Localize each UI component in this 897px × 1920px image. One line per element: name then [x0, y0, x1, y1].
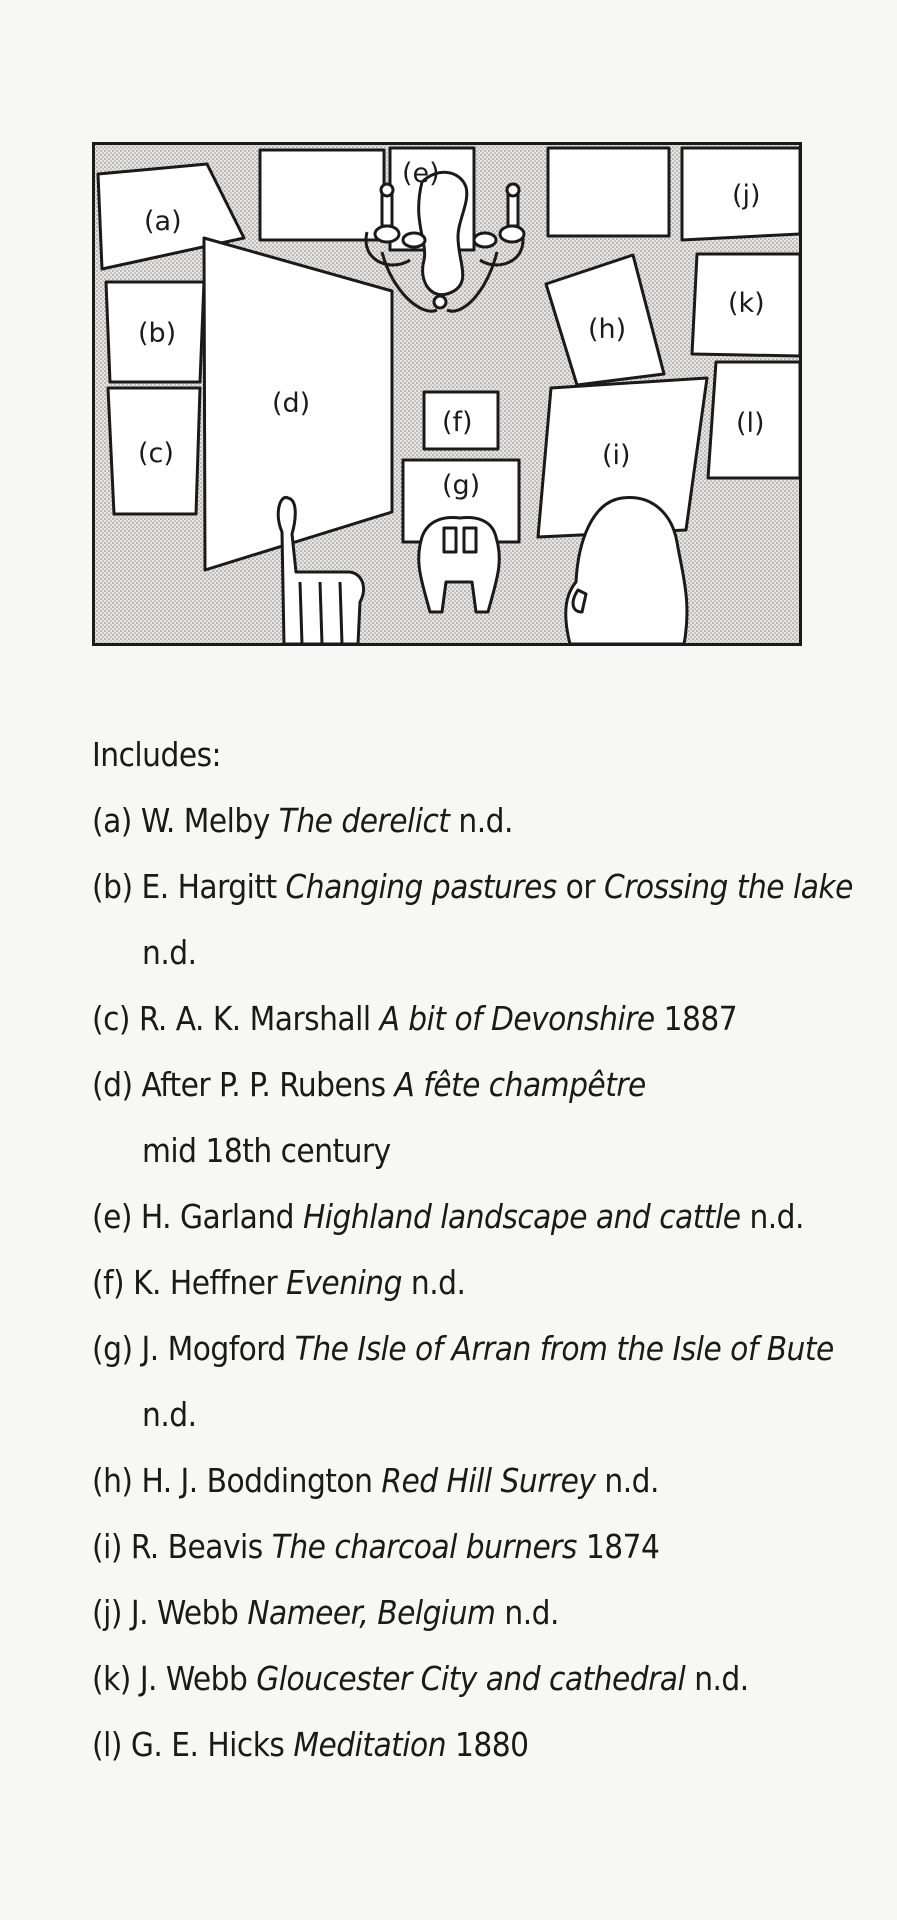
room-layout-diagram	[92, 142, 802, 646]
painting-e-right	[548, 148, 669, 236]
entry-artist: K. Heffner	[133, 1263, 278, 1302]
entry-date: n.d.	[694, 1659, 749, 1698]
entry-title: The Isle of Arran from the Isle of Bute	[294, 1329, 834, 1368]
entry-artist: R. A. K. Marshall	[138, 999, 371, 1038]
entry-artist: W. Melby	[140, 801, 270, 840]
key-entry-d	[92, 1052, 872, 1184]
entry-artist: After P. P. Rubens	[141, 1065, 386, 1104]
entry-label: (i)	[92, 1527, 122, 1566]
key-heading: Includes:	[92, 735, 222, 774]
entry-date: n.d.	[749, 1197, 804, 1236]
entry-alt-title: Crossing the lake	[603, 867, 853, 906]
diagram-label-j: (j)	[732, 180, 761, 211]
entry-title: The derelict	[278, 801, 450, 840]
entry-title: Nameer, Belgium	[247, 1593, 496, 1632]
diagram-label-b: (b)	[138, 318, 177, 349]
diagram-label-d: (d)	[272, 388, 311, 419]
entry-title: Changing pastures	[285, 867, 557, 906]
entry-artist: G. E. Hicks	[130, 1725, 285, 1764]
entry-date: 1880	[454, 1725, 529, 1764]
key-entry-l	[92, 1712, 872, 1778]
key-entry-k	[92, 1646, 872, 1712]
entry-artist: J. Webb	[139, 1659, 248, 1698]
entry-title: Red Hill Surrey	[381, 1461, 596, 1500]
diagram-label-a: (a)	[144, 206, 182, 237]
entry-label: (k)	[92, 1659, 131, 1698]
entry-date: n.d.	[458, 801, 513, 840]
diagram-label-l: (l)	[736, 408, 765, 439]
key-entry-a	[92, 788, 872, 854]
diagram-label-k: (k)	[728, 288, 765, 319]
entry-artist: H. Garland	[140, 1197, 295, 1236]
entry-label: (c)	[92, 999, 130, 1038]
entry-label: (d)	[92, 1065, 133, 1104]
entry-label: (j)	[92, 1593, 122, 1632]
entry-date: 1874	[585, 1527, 660, 1566]
entry-artist: R. Beavis	[130, 1527, 263, 1566]
key-entry-e	[92, 1184, 872, 1250]
entry-artist: J. Webb	[130, 1593, 239, 1632]
entry-label: (g)	[92, 1329, 133, 1368]
entry-title: Meditation	[293, 1725, 447, 1764]
entry-title: Evening	[286, 1263, 402, 1302]
entry-artist: E. Hargitt	[141, 867, 277, 906]
key-entry-c	[92, 986, 872, 1052]
diagram-label-g: (g)	[442, 470, 481, 501]
entry-title: A fête champêtre	[394, 1065, 646, 1104]
entry-date: n.d.	[142, 1395, 197, 1434]
entry-date: 1887	[663, 999, 738, 1038]
picture-key	[92, 722, 872, 1778]
key-entry-f	[92, 1250, 872, 1316]
diagram-label-h: (h)	[588, 314, 627, 345]
entry-date: n.d.	[410, 1263, 466, 1302]
entry-label: (f)	[92, 1263, 125, 1302]
entry-artist: J. Mogford	[141, 1329, 286, 1368]
diagram-label-e: (e)	[402, 158, 440, 189]
entry-label: (e)	[92, 1197, 132, 1236]
entry-artist: H. J. Boddington	[141, 1461, 373, 1500]
entry-date: n.d.	[142, 933, 197, 972]
entry-label: (b)	[92, 867, 133, 906]
entry-label: (h)	[92, 1461, 133, 1500]
entry-date: n.d.	[604, 1461, 659, 1500]
key-entry-b	[92, 854, 872, 986]
entry-label: (a)	[92, 801, 132, 840]
key-entry-i	[92, 1514, 872, 1580]
entry-date: mid 18th century	[142, 1131, 391, 1170]
key-entry-g	[92, 1316, 872, 1448]
diagram-label-c: (c)	[138, 438, 174, 469]
entry-title: The charcoal burners	[271, 1527, 577, 1566]
key-entry-j	[92, 1580, 872, 1646]
entry-title: Highland landscape and cattle	[302, 1197, 741, 1236]
entry-label: (l)	[92, 1725, 122, 1764]
entry-title: Gloucester City and cathedral	[256, 1659, 686, 1698]
entry-title: A bit of Devonshire	[379, 999, 655, 1038]
diagram-label-i: (i)	[602, 440, 631, 471]
key-entry-h	[92, 1448, 872, 1514]
entry-connector: or	[565, 867, 596, 906]
painting-e-left	[260, 150, 384, 240]
entry-date: n.d.	[504, 1593, 559, 1632]
diagram-label-f: (f)	[442, 407, 473, 438]
